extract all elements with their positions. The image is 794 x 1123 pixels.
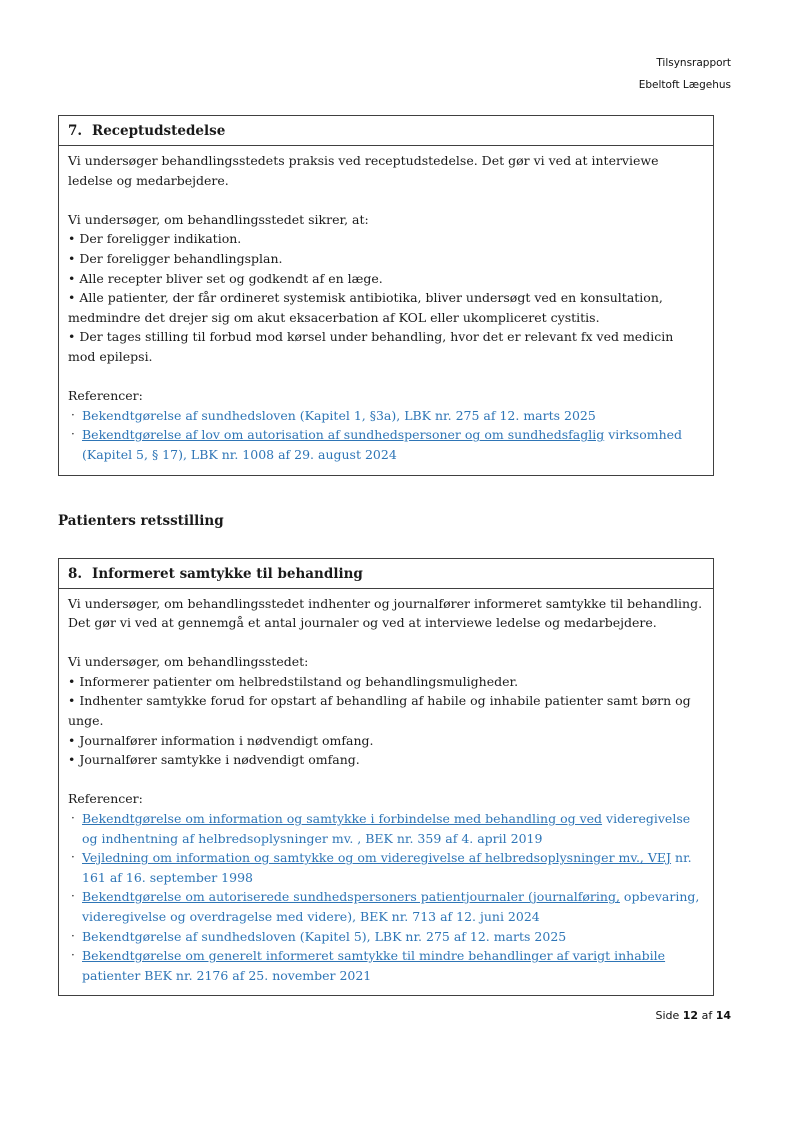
report-type-label: Tilsynsrapport [656, 57, 731, 69]
bullet-marker: • [68, 673, 76, 689]
bullet-marker: • [68, 250, 76, 266]
section-7-header [59, 116, 713, 146]
section-7-intro: Vi undersøger behandlingsstedets praksis ved receptudstedelse. Det gør vi ved at interviewe ledelse og medarbejdere. [68, 153, 659, 188]
reference-link[interactable]: Bekendtgørelse om generelt informeret samtykke til mindre behandlinger af varigt inhabile [82, 948, 666, 964]
section-7-number: 7. [68, 123, 83, 139]
bullet-item [68, 672, 704, 692]
bullet-marker: • [68, 329, 76, 345]
section-7-bullet-list [68, 229, 704, 366]
reference-link[interactable]: Vejledning om information og samtykke og om videregivelse af helbredsoplysninger mv., VEJ [82, 850, 672, 866]
bullet-text: Journalfører samtykke i nødvendigt omfang. [79, 752, 360, 768]
bullet-text: Informerer patienter om helbredstilstand og behandlingsmuligheder. [79, 673, 519, 689]
reference-text[interactable]: Bekendtgørelse af sundhedsloven (Kapitel 5), LBK nr. 275 af 12. marts 2025 [82, 928, 567, 944]
section-8-reference-list [68, 809, 704, 985]
section-8-header [59, 559, 713, 589]
clinic-name-label: Ebeltoft Lægehus [638, 79, 731, 91]
heading-gap [58, 529, 714, 558]
reference-bullet-marker: · [71, 427, 75, 442]
footer-af-label: af [698, 1009, 716, 1022]
reference-text[interactable]: videregivelse og indhentning af helbredsoplysninger mv. , BEK nr. 359 af 4. april 2019 [82, 811, 691, 846]
footer-side-label: Side [655, 1009, 683, 1022]
reference-item [68, 425, 704, 464]
bullet-text: Indhenter samtykke forud for opstart af behandling af habile og inhabile patienter samt børn og unge. [68, 693, 691, 729]
section-8-list-heading: Vi undersøger, om behandlingsstedet: [68, 654, 309, 670]
section-8-bullet-list [68, 672, 704, 770]
top-spacer [58, 0, 714, 115]
bullet-marker: • [68, 732, 76, 748]
bullet-text: Alle recepter bliver set og godkendt af en læge. [79, 270, 383, 286]
bullet-marker: • [68, 270, 76, 286]
bullet-text: Journalfører information i nødvendigt omfang. [79, 732, 374, 748]
section-7-box [58, 115, 714, 476]
bullet-marker: • [68, 752, 76, 768]
reference-link[interactable]: Bekendtgørelse af lov om autorisation af sundhedspersoner og om sundhedsfaglig [82, 427, 605, 443]
section-7-title: Receptudstedelse [92, 123, 226, 139]
section-8-references-label: Referencer: [68, 791, 143, 807]
reference-item [68, 406, 704, 426]
reference-bullet-marker: · [71, 850, 75, 865]
bullet-text: Alle patienter, der får ordineret systemisk antibiotika, bliver undersøgt ved en konsultation, medmindre det drejer sig om akut eksacerbation af KOL eller ukompliceret cystitis. [68, 290, 663, 325]
reference-bullet-marker: · [71, 811, 75, 826]
reference-text[interactable]: patienter BEK nr. 2176 af 25. november 2021 [82, 967, 372, 983]
bullet-item [68, 327, 704, 366]
section-7-list-heading: Vi undersøger, om behandlingsstedet sikrer, at: [68, 211, 369, 227]
bullet-item [68, 288, 704, 327]
reference-item [68, 848, 704, 887]
reference-item [68, 927, 704, 947]
section-8-intro: Vi undersøger, om behandlingsstedet indhenter og journalfører informeret samtykke til behandling. Det gør vi ved at gennemgå et antal journaler og ved at interviewe ledelse og medarbejdere. [68, 595, 703, 631]
reference-link[interactable]: Bekendtgørelse om information og samtykke i forbindelse med behandling og ved [82, 811, 603, 827]
footer-total-pages: 14 [715, 1009, 731, 1022]
reference-text[interactable]: nr. 161 af 16. september 1998 [82, 850, 692, 885]
reference-text[interactable]: Bekendtgørelse af sundhedsloven (Kapitel 1, §3a), LBK nr. 275 af 12. marts 2025 [82, 407, 596, 423]
bullet-marker: • [68, 231, 76, 247]
footer-page-number: 12 [682, 1009, 699, 1022]
bullet-text: Der tages stilling til forbud mod kørsel under behandling, hvor det er relevant fx ved medicin mod epilepsi. [68, 329, 674, 364]
bullet-item [68, 750, 704, 770]
bullet-item [68, 269, 704, 289]
section-8-box [58, 558, 714, 997]
page-content [58, 0, 714, 996]
section-7-reference-list [68, 406, 704, 465]
bullet-item [68, 691, 704, 730]
bullet-text: Der foreligger behandlingsplan. [79, 250, 283, 266]
reference-item [68, 946, 704, 985]
section-7-references-label: Referencer: [68, 388, 143, 404]
reference-text[interactable]: virksomhed (Kapitel 5, § 17), LBK nr. 1008 af 29. august 2024 [82, 427, 683, 462]
bullet-marker: • [68, 290, 76, 306]
section-8-title: Informeret samtykke til behandling [92, 565, 363, 582]
reference-link[interactable]: Bekendtgørelse om autoriserede sundhedspersoners patientjournaler (journalføring, [82, 889, 620, 905]
section-8-number: 8. [68, 565, 83, 582]
section-8-body [59, 589, 713, 996]
bullet-item [68, 249, 704, 269]
page-footer [655, 1009, 731, 1022]
reference-bullet-marker: · [71, 928, 75, 943]
reference-text[interactable]: opbevaring, videregivelse og overdragelse med videre), BEK nr. 713 af 12. juni 2024 [82, 889, 700, 924]
reference-item [68, 809, 704, 848]
bullet-marker: • [68, 693, 76, 709]
bullet-item [68, 731, 704, 751]
patients-rights-heading: Patienters retsstilling [58, 512, 224, 529]
section-7-body [59, 146, 713, 475]
reference-bullet-marker: · [71, 407, 75, 422]
reference-item [68, 887, 704, 926]
bullet-item [68, 229, 704, 249]
reference-bullet-marker: · [71, 948, 75, 963]
bullet-text: Der foreligger indikation. [79, 231, 242, 247]
reference-bullet-marker: · [71, 889, 75, 904]
